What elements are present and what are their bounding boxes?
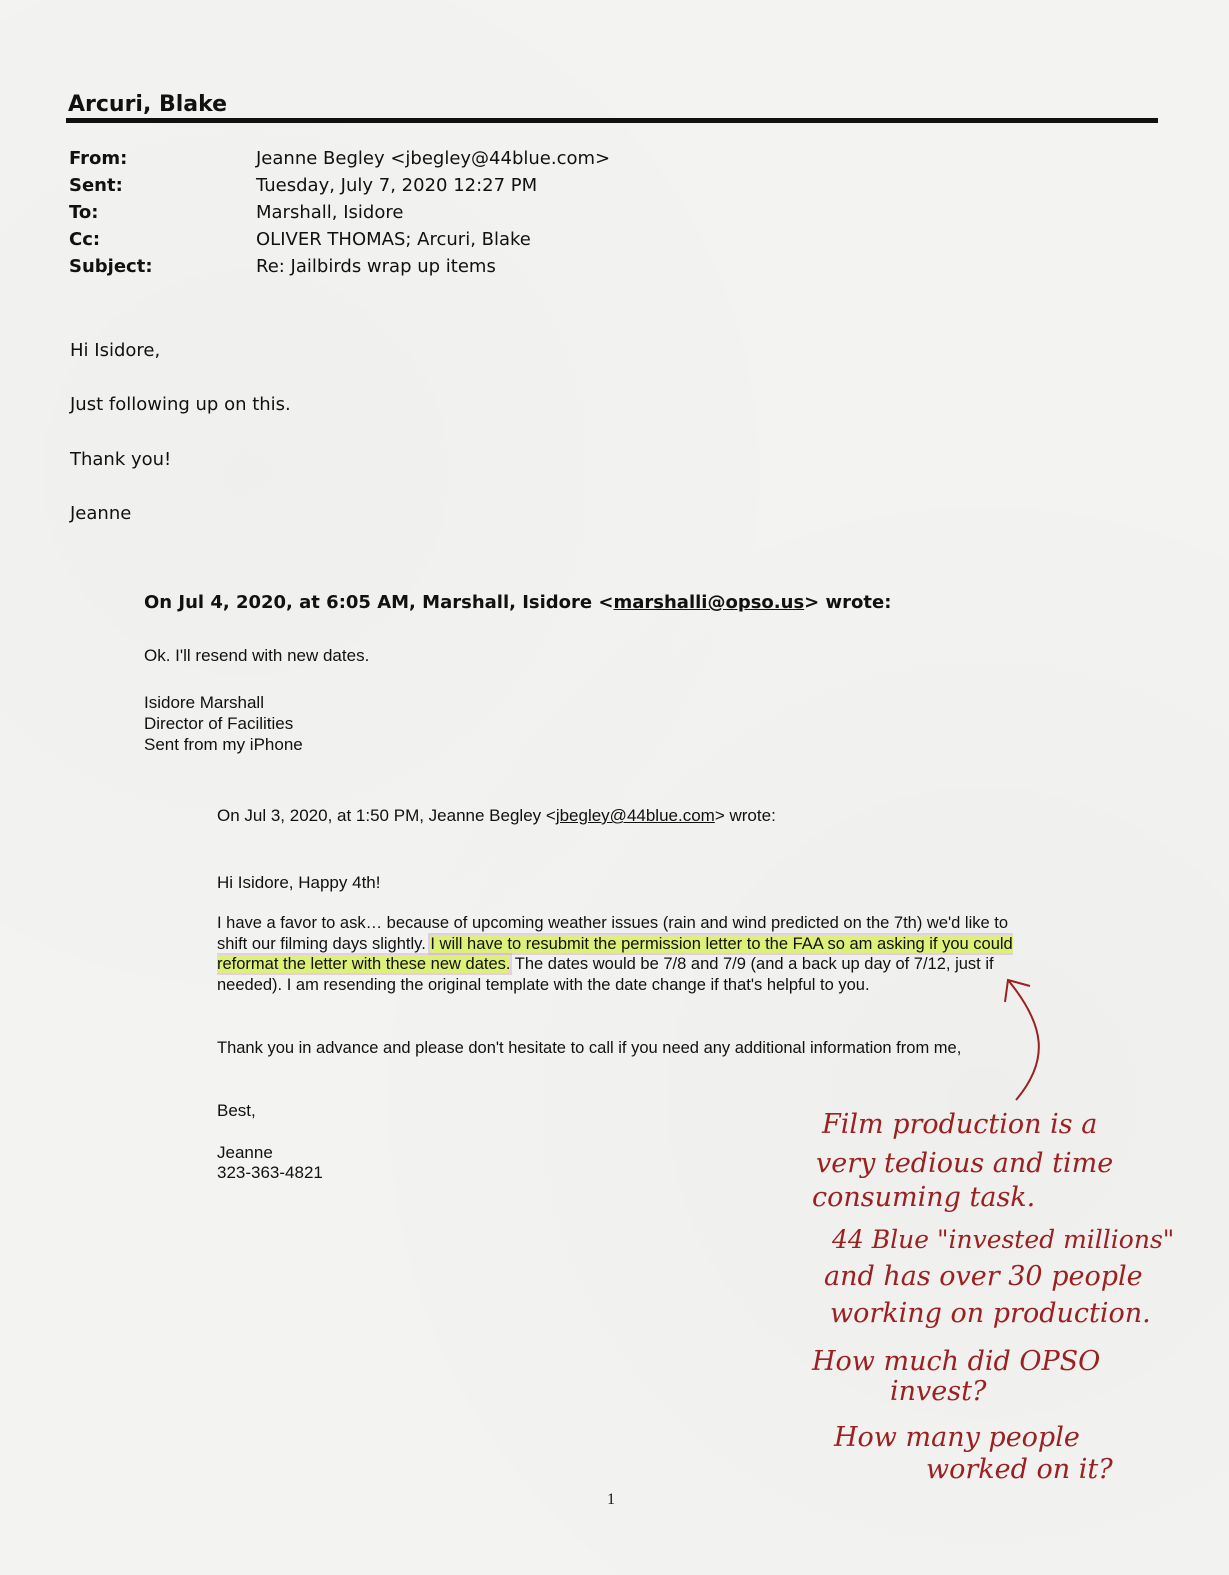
quote2-header-post: > wrote: — [714, 806, 776, 825]
from-value: Jeanne Begley <jbegley@44blue.com> — [256, 148, 611, 169]
quote2-p1-end: The dates would be 7/8 and 7/9 (and a back up day of 7/12, just if needed). I am resending the original template with the date change if that's helpful to you. — [217, 955, 994, 994]
annotation-line-8: invest? — [890, 1376, 987, 1407]
body-signoff: Jeanne — [70, 503, 132, 524]
cc-value: OLIVER THOMAS; Arcuri, Blake — [256, 229, 531, 250]
annotation-line-10: worked on it? — [926, 1454, 1113, 1485]
quote2-sig-name: Jeanne — [217, 1143, 273, 1162]
subject-value: Re: Jailbirds wrap up items — [256, 256, 496, 277]
from-label: From: — [69, 148, 128, 169]
quote1-message: Ok. I'll resend with new dates. — [144, 646, 370, 665]
sent-value: Tuesday, July 7, 2020 12:27 PM — [256, 175, 538, 196]
cc-label: Cc: — [69, 229, 101, 250]
annotation-line-2: very tedious and time — [816, 1148, 1114, 1179]
body-thanks: Thank you! — [70, 449, 172, 470]
mailbox-owner-name: Arcuri, Blake — [68, 92, 228, 117]
annotation-line-4: 44 Blue "invested millions" — [832, 1225, 1175, 1254]
highlighted-text: I will have to resubmit the permission letter to the FAA so am asking if you could reformat the letter with these new dates. — [217, 934, 1013, 973]
quote2-paragraph-2: Thank you in advance and please don't hesitate to call if you need any additional information from me, — [217, 1039, 962, 1057]
quote2-closing: Best, — [217, 1101, 256, 1120]
quote1-email-link[interactable]: marshalli@opso.us — [613, 592, 805, 613]
quote1-sig-name: Isidore Marshall — [144, 693, 264, 712]
arrow-shaft — [1008, 980, 1039, 1100]
quote2-p1-start: I have a favor to ask… because of upcoming weather issues (rain and wind predicted on the 7th) we'd like to shift our filming days slightly. — [217, 914, 1009, 953]
page-number: 1 — [607, 1491, 615, 1508]
quote2-sig-phone: 323-363-4821 — [217, 1163, 323, 1182]
annotation-line-1: Film production is a — [822, 1109, 1098, 1140]
annotation-line-5: and has over 30 people — [824, 1261, 1143, 1292]
quote1-sig-title: Director of Facilities — [144, 714, 294, 733]
subject-label: Subject: — [69, 256, 153, 277]
quote2-header-pre: On Jul 3, 2020, at 1:50 PM, Jeanne Begley < — [217, 806, 556, 825]
quote1-header-post: > wrote: — [804, 592, 892, 613]
quote1-header-pre: On Jul 4, 2020, at 6:05 AM, Marshall, Isidore < — [144, 592, 614, 613]
annotation-line-6: working on production. — [830, 1298, 1151, 1329]
quote2-greeting: Hi Isidore, Happy 4th! — [217, 873, 381, 892]
sent-label: Sent: — [69, 175, 123, 196]
annotation-line-9: How many people — [834, 1422, 1080, 1453]
quote2-email-link[interactable]: jbegley@44blue.com — [555, 806, 715, 825]
annotation-line-7: How much did OPSO — [812, 1346, 1101, 1377]
to-label: To: — [69, 202, 99, 223]
quote1-sig-device: Sent from my iPhone — [144, 735, 303, 754]
annotation-arrow — [1005, 980, 1039, 1100]
body-greeting: Hi Isidore, — [70, 340, 161, 361]
annotation-line-3: consuming task. — [812, 1182, 1036, 1213]
body-line: Just following up on this. — [70, 394, 291, 415]
to-value: Marshall, Isidore — [256, 202, 404, 223]
